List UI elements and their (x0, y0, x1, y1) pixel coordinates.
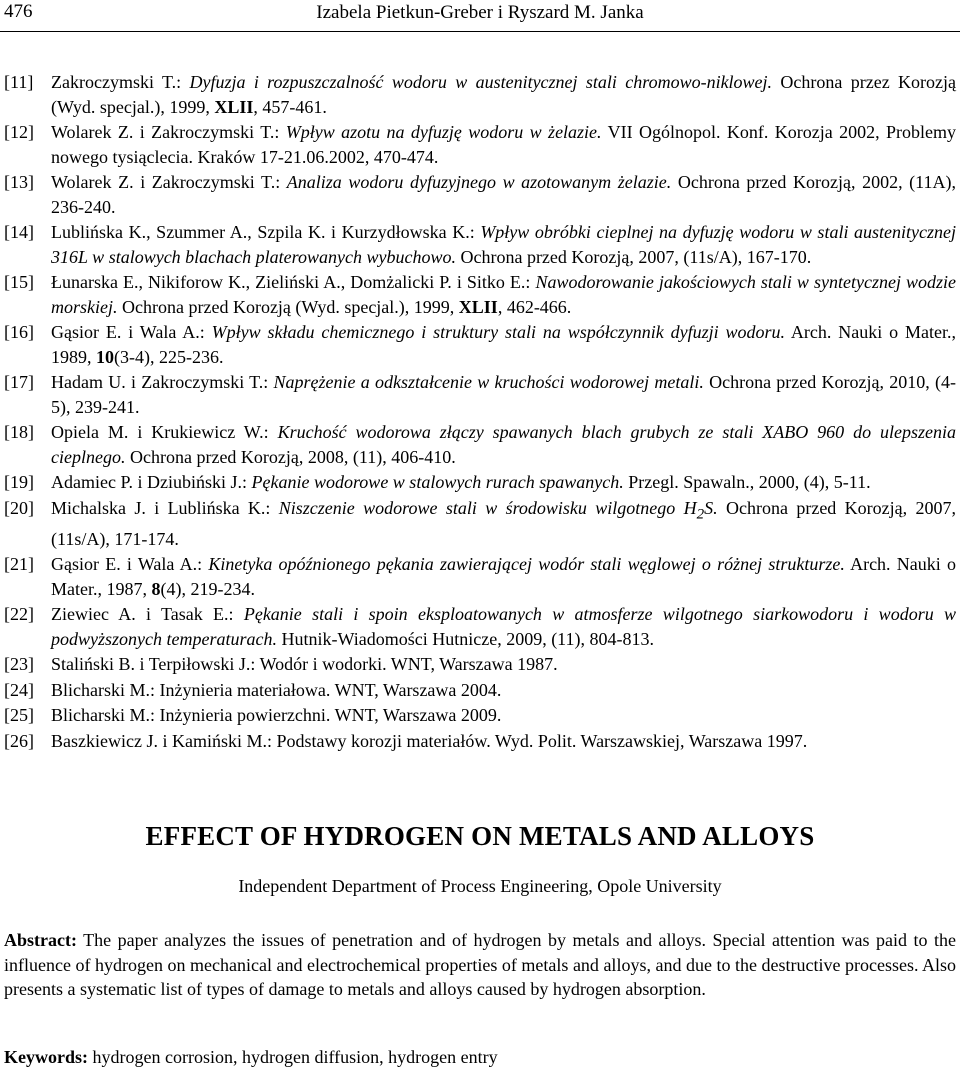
reference-segment: Michalska J. i Lublińska K.: (51, 497, 279, 518)
reference-segment: , 462-466. (497, 296, 572, 317)
reference-segment: Wolarek Z. i Zakroczymski T.: (51, 122, 286, 142)
reference-number: [25] (4, 705, 34, 726)
reference-segment: Ziewiec A. i Tasak E.: (51, 604, 244, 625)
reference-segment: Naprężenie a odkształcenie w kruchości wodorowej metali. (273, 372, 704, 392)
reference-segment: XLII (214, 96, 254, 117)
reference-segment: Ochrona przed Korozją, 2002, (11A), 236-240. (51, 172, 956, 217)
reference-segment: Ochrona przed Korozją (Wyd. specjal.), 1999, (117, 296, 459, 317)
reference-segment: Hadam U. i Zakroczymski T.: (51, 372, 274, 392)
reference-number: [19] (4, 472, 34, 492)
reference-segment: Arch. Nauki o Mater., 1989, (51, 322, 956, 367)
reference-segment: Wolarek Z. i Zakroczymski T.: (51, 172, 287, 192)
reference-segment: Ochrona przed Korozją, 2007, (11s/A), 167-170. (455, 246, 812, 267)
reference-segment: Gąsior E. i Wala A.: (51, 322, 212, 342)
reference-number: [13] (4, 172, 34, 192)
reference-segment: Baszkiewicz J. i Kamiński M.: Podstawy korozji materiałów. Wyd. Polit. Warszawskiej, Warszawa 1997. (51, 730, 808, 751)
reference-text (51, 420, 956, 469)
reference-segment: Ochrona przed Korozją, 2010, (4-5), 239-241. (51, 372, 956, 417)
reference-segment: Wpływ azotu na dyfuzję wodoru w żelazie. (285, 122, 602, 142)
reference-item (0, 652, 960, 677)
reference-number: [12] (4, 122, 34, 142)
reference-item (0, 120, 960, 169)
running-header (0, 0, 960, 32)
reference-item (0, 602, 960, 651)
reference-segment: Łunarska E., Nikiforow K., Zieliński A., Domżalicki P. i Sitko E.: (51, 272, 536, 292)
reference-segment: Pękanie wodorowe w stalowych rurach spawanych. (251, 472, 624, 492)
reference-text (51, 320, 956, 369)
keywords-text: hydrogen corrosion, hydrogen diffusion, hydrogen entry (88, 1047, 498, 1067)
reference-number: [11] (4, 72, 34, 92)
reference-segment: Analiza wodoru dyfuzyjnego w azotowanym żelazie. (286, 172, 672, 192)
abstract-text: The paper analyzes the issues of penetration and of hydrogen by metals and alloys. Special attention was paid to the influence of hydrogen on mechanical and electrochemical properties of metals and alloys, and due to the destructive processes. Also presents a systematic list of types of damage to metals and alloys caused by hydrogen absorption. (4, 930, 956, 999)
reference-number: [14] (4, 222, 34, 242)
reference-text (51, 703, 956, 728)
reference-number: [20] (4, 497, 34, 518)
abstract-label: Abstract: (4, 930, 77, 950)
reference-list (0, 70, 960, 754)
reference-text (51, 120, 956, 169)
reference-segment: Staliński B. i Terpiłowski J.: Wodór i wodorki. WNT, Warszawa 1987. (51, 654, 558, 675)
reference-number: [21] (4, 554, 34, 575)
reference-segment: , 457-461. (253, 96, 327, 117)
reference-segment: Dyfuzja i rozpuszczalność wodoru w austenitycznej stali chromowo-niklowej. (189, 72, 773, 92)
reference-item (0, 270, 960, 319)
reference-segment: Adamiec P. i Dziubiński J.: (51, 472, 252, 492)
reference-segment: Pękanie stali i spoin eksploatowanych w atmosferze wilgotnego siarkowodoru i wodoru w podwyższonych temperaturach. (51, 604, 956, 649)
reference-segment: Blicharski M.: Inżynieria materiałowa. WNT, Warszawa 2004. (51, 679, 502, 700)
reference-item (0, 703, 960, 728)
reference-segment: Przegl. Spawaln., 2000, (4), 5-11. (623, 472, 871, 492)
reference-segment: Zakroczymski T.: (51, 72, 190, 92)
page-number: 476 (4, 1, 33, 22)
reference-item (0, 496, 960, 552)
reference-segment: Kruchość wodorowa złączy spawanych blach grubych ze stali XABO 960 do ulepszenia cieplnego. (51, 422, 956, 467)
reference-segment: Arch. Nauki o Mater., 1987, (51, 554, 957, 599)
reference-segment: 10 (96, 346, 114, 367)
reference-segment: Wpływ obróbki cieplnej na dyfuzję wodoru w stali austenitycznej 316L w stalowych blachach platerowanych wybuchowo. (51, 222, 957, 267)
reference-number: [18] (4, 422, 34, 442)
reference-segment: 2 (696, 506, 705, 523)
reference-item (0, 678, 960, 703)
reference-item (0, 170, 960, 219)
reference-text (51, 602, 956, 651)
reference-segment: Hutnik-Wiadomości Hutnicze, 2009, (11), 804-813. (276, 628, 655, 649)
reference-item (0, 70, 960, 119)
reference-item (0, 220, 960, 269)
reference-text (51, 370, 956, 419)
reference-text (51, 729, 956, 754)
reference-item (0, 552, 960, 601)
running-header-authors: Izabela Pietkun-Greber i Ryszard M. Janka (316, 2, 644, 23)
reference-segment: Ochrona przed Korozją, 2007, (11s/A), 171-174. (51, 497, 956, 549)
reference-segment: 8 (151, 578, 161, 599)
reference-segment: S. (704, 497, 718, 518)
reference-segment: Gąsior E. i Wala A.: (51, 554, 209, 575)
reference-item (0, 370, 960, 419)
reference-segment: Wpływ składu chemicznego i struktury stali na współczynnik dyfuzji wodoru. (211, 322, 785, 342)
reference-segment: Blicharski M.: Inżynieria powierzchni. WNT, Warszawa 2009. (51, 705, 502, 726)
reference-segment: (4), 219-234. (160, 578, 255, 599)
header-rule (0, 31, 960, 32)
reference-segment: XLII (458, 296, 498, 317)
reference-text (51, 70, 956, 119)
keywords-label: Keywords: (4, 1047, 88, 1067)
reference-text (51, 552, 956, 601)
english-affiliation: Independent Department of Process Engineering, Opole University (238, 876, 722, 896)
reference-text (51, 470, 956, 495)
reference-number: [24] (4, 679, 34, 700)
reference-segment: (3-4), 225-236. (114, 346, 224, 367)
reference-item (0, 729, 960, 754)
reference-segment: Nawodorowanie jakościowych stali w syntetycznej wodzie morskiej. (51, 272, 956, 317)
english-keywords (4, 1045, 956, 1069)
reference-segment: Lublińska K., Szummer A., Szpila K. i Kurzydłowska K.: (51, 222, 481, 242)
reference-item (0, 420, 960, 469)
english-title: EFFECT OF HYDROGEN ON METALS AND ALLOYS (145, 821, 815, 851)
reference-number: [22] (4, 604, 34, 625)
reference-text (51, 170, 956, 219)
reference-number: [26] (4, 730, 34, 751)
english-abstract (4, 928, 956, 1002)
reference-segment: Opiela M. i Krukiewicz W.: (51, 422, 278, 442)
reference-text (51, 652, 956, 677)
reference-number: [23] (4, 654, 34, 675)
reference-text (51, 496, 956, 552)
reference-text (51, 270, 956, 319)
reference-segment: Ochrona przed Korozją, 2008, (11), 406-410. (125, 446, 456, 467)
reference-item (0, 470, 960, 495)
reference-item (0, 320, 960, 369)
reference-text (51, 220, 956, 269)
reference-segment: Kinetyka opóźnionego pękania zawierającej wodór stali węglowej o różnej strukturze. (208, 554, 845, 575)
reference-number: [16] (4, 322, 34, 342)
reference-segment: Ochrona przez Korozją (Wyd. specjal.), 1999, (51, 72, 956, 117)
reference-text (51, 678, 956, 703)
reference-number: [15] (4, 272, 34, 292)
reference-segment: Niszczenie wodorowe stali w środowisku wilgotnego H (278, 497, 697, 518)
reference-segment: VII Ogólnopol. Konf. Korozja 2002, Problemy nowego tysiąclecia. Kraków 17-21.06.2002, 470-474. (51, 122, 956, 167)
reference-number: [17] (4, 372, 34, 392)
